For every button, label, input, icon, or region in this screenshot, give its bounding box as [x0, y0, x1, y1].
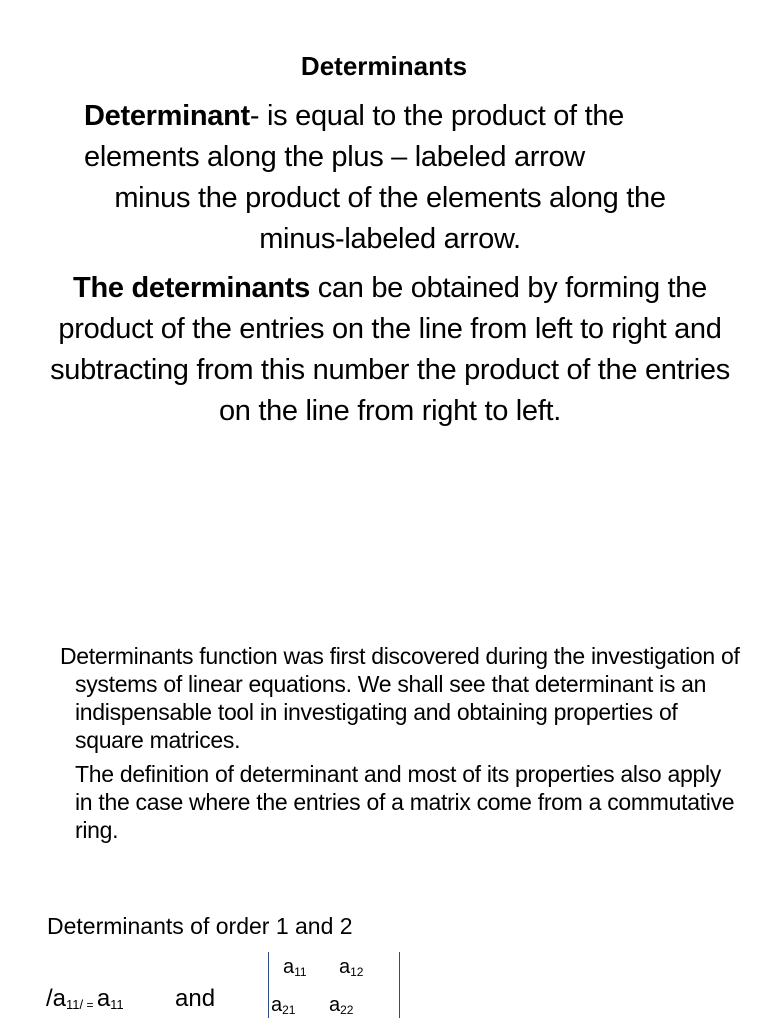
method-paragraph	[50, 268, 730, 432]
definition-line-3: minus the product of the elements along the	[114, 182, 666, 214]
definition-term: Determinant	[84, 100, 250, 132]
method-term: The determinants	[73, 272, 310, 304]
order-1-result: a	[96, 985, 111, 1012]
order-1-equals: =	[83, 998, 97, 1012]
matrix-cell-a22: $a_{22}$	[329, 994, 354, 1017]
matrix-cell-a11: $a_{11}$	[283, 956, 307, 979]
history-paragraph-1: Determinants function was first discovered during the investigation of systems of linear equations. We shall see that determinant is an indispensable tool in investigating and obtaining properties of square matrices.	[60, 643, 740, 753]
page-title: Determinants	[300, 51, 468, 81]
order-1-prefix: /a	[46, 985, 67, 1012]
order-1-result-subscript: 11	[110, 997, 124, 1012]
matrix-cell-a12: $a_{12}$	[339, 956, 364, 979]
matrix-cell-a21: $a_{21}$	[271, 994, 296, 1017]
definition-line-4: minus-labeled arrow.	[259, 223, 521, 255]
definition-line-2: elements along the plus – labeled arrow	[84, 141, 585, 173]
and-word: and	[175, 985, 216, 1012]
history-paragraph-2: The definition of determinant and most of its properties also apply in the case where the entries of a matrix come from a commutative ring.	[75, 761, 735, 843]
history-section	[60, 642, 740, 850]
order-heading: Determinants of order 1 and 2	[47, 913, 353, 939]
definition-line-1	[60, 96, 720, 137]
method-text: can be obtained by forming the product of the entries on the line from left to right and subtracting from this number the product of the entries on the line from right to left.	[50, 272, 730, 427]
definition-paragraph	[60, 96, 720, 260]
order-1-determinant	[46, 984, 124, 1020]
order-2-matrix	[268, 952, 400, 1018]
definition-line-1-rest: - is equal to the product of the	[249, 100, 624, 132]
order-1-subscript: 11/	[66, 997, 84, 1012]
